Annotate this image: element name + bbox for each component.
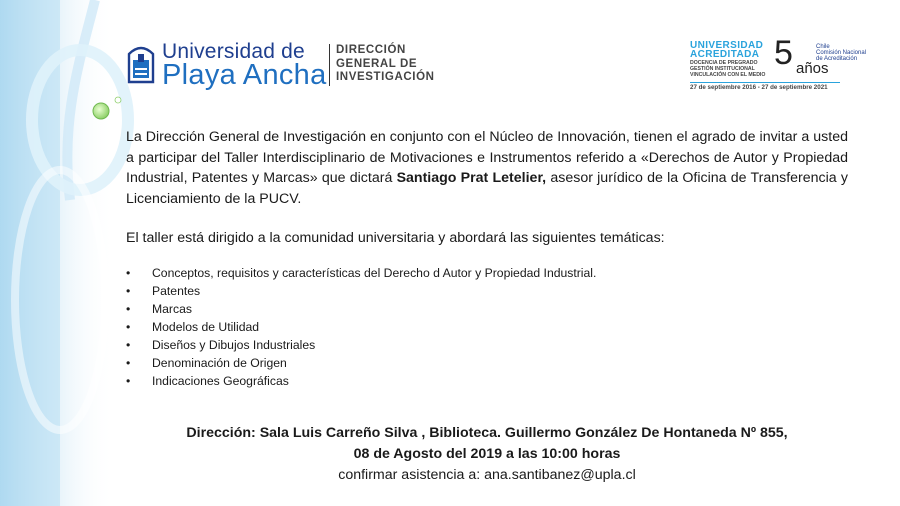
speaker-name: Santiago Prat Letelier, [396,170,547,186]
university-name-line2: Playa Ancha [162,59,327,91]
accreditation-years-number: 5 [774,34,793,72]
accreditation-area: DOCENCIA DE PREGRADO [690,60,758,66]
accreditation-areas [690,60,765,78]
event-details [126,423,848,486]
agency-line2: Comisión Nacional [816,50,867,56]
university-name-line1: Universidad de [162,40,305,63]
agency-line3: de Acreditación [816,56,858,62]
intro-text-end: asesor jurídico de la Oficina de Transferencia y Licenciamiento de la PUCV. [126,170,848,207]
logo-separator [329,44,330,86]
accreditation-dates: 27 de septiembre 2016 - 27 de septiembre 2021 [690,84,828,91]
topics-lead: El taller está dirigido a la comunidad universitaria y abordará las siguientes temáticas: [126,230,665,246]
dept-line1: DIRECCIÓN [336,44,406,56]
topics-list [126,264,848,391]
intro-text: La Dirección General de Investigación en conjunto con el Núcleo de Innovación, tienen el agrado de invitar a usted a participar del Taller Interdisciplinario de Motivaciones e Instrumentos referido a «Derechos de Autor y Propiedad Industrial, Patentes y Marcas» que dictará [126,129,848,186]
dept-line3: INVESTIGACIÓN [336,71,435,83]
accreditation-title-line1: UNIVERSIDAD [690,40,764,51]
accreditation-years-word: años [796,60,829,77]
event-address: Dirección: Sala Luis Carreño Silva , Biblioteca. Guillermo González De Hontaneda Nº 855, [186,425,788,441]
list-item: • Marcas [126,300,848,318]
event-datetime: 08 de Agosto del 2019 a las 10:00 horas [353,446,621,462]
accreditation-agency [816,44,866,62]
accreditation-title-line2: ACREDITADA [690,49,760,60]
university-logo [126,40,446,92]
university-crest-icon [126,42,156,88]
accreditation-area: VINCULACIÓN CON EL MEDIO [690,72,766,78]
list-item: • Patentes [126,282,848,300]
list-item: • Diseños y Dibujos Industriales [126,336,848,354]
accreditation-area: GESTIÓN INSTITUCIONAL [690,66,755,72]
list-item: • Conceptos, requisitos y características del Derecho d Autor y Propiedad Industrial. [126,264,848,282]
intro-paragraph [126,127,848,209]
list-item: • Indicaciones Geográficas [126,372,848,390]
invitation-body [126,127,848,390]
list-item: • Modelos de Utilidad [126,318,848,336]
dept-line2: GENERAL DE [336,57,418,70]
rsvp-line: confirmar asistencia a: ana.santibanez@upla.cl [338,467,636,483]
agency-line1: Chile [816,44,830,50]
department-name [336,44,435,85]
accreditation-badge [690,34,867,98]
accreditation-rule [690,82,840,83]
list-item: • Denominación de Origen [126,354,848,372]
